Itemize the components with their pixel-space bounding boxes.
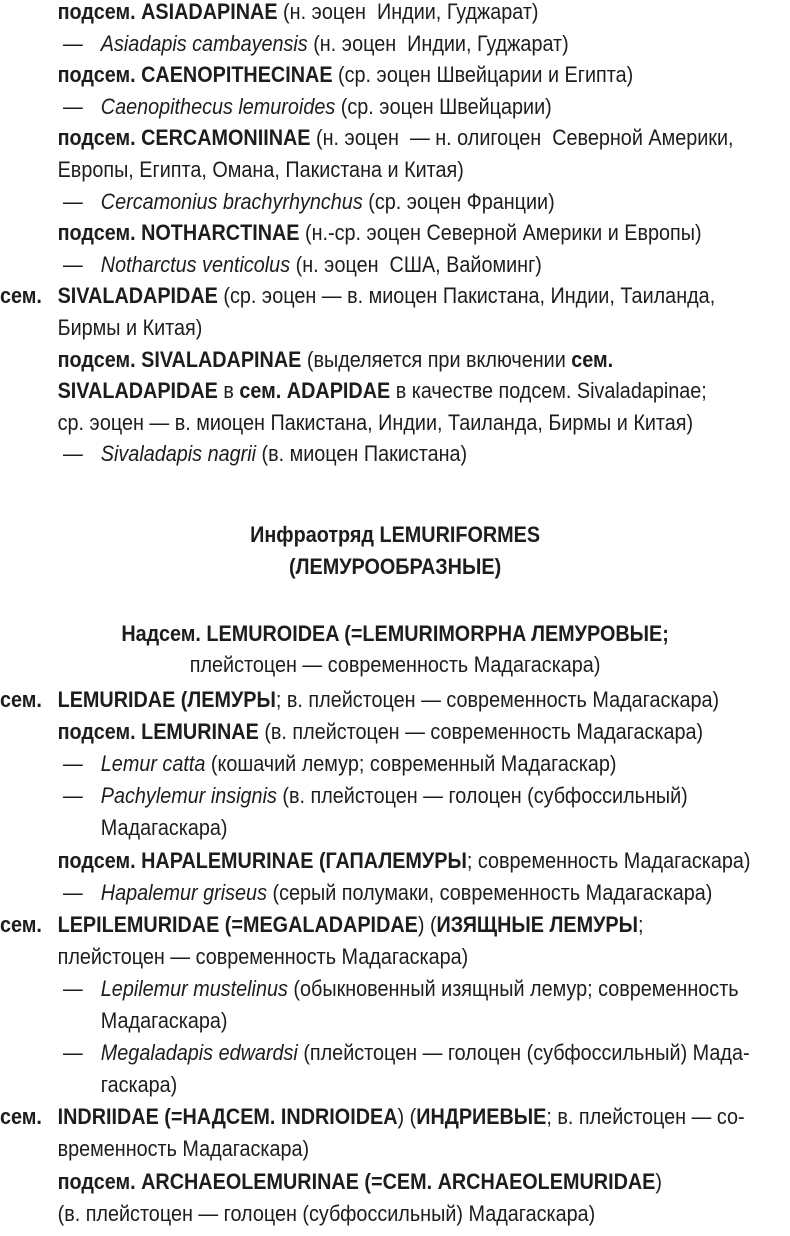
taxon-note: в качестве подсем. Sivaladapinae;: [390, 378, 707, 404]
taxon-range: Европы, Египта, Омана, Пакистана и Китая): [57, 157, 464, 182]
punctuation: ;: [638, 911, 644, 937]
taxon-range: временность Мадагаскара): [57, 1136, 310, 1162]
taxon-name: LEMURIDAE (ЛЕМУРЫ: [57, 687, 276, 712]
species-range: (кошачий лемур; современный Мадагаскар): [205, 751, 617, 777]
subfamily-notharctinae: [58, 217, 702, 249]
species-range: (в. миоцен Пакистана): [255, 441, 468, 467]
punctuation: ): [655, 1168, 662, 1194]
species-caenopithecus: [0, 91, 790, 123]
taxon-name: LEPILEMURIDAE (=MEGALADAPIDAE: [57, 911, 418, 937]
dash-bullet: —: [63, 751, 83, 777]
taxon-range: (н. эоцен — н. олигоцен Северной Америки,: [310, 125, 734, 151]
taxon-note: (выделяется при включении: [301, 346, 572, 372]
species-name: Pachylemur insignis: [100, 783, 277, 809]
taxon-range: (н. эоцен Индии, Гуджарат): [277, 0, 539, 24]
continuation-line: [58, 312, 203, 344]
subfamily-sivaladapinae: [58, 344, 614, 376]
taxon-name: подсем. LEMURINAE: [57, 719, 259, 745]
taxon-range: ср. эоцен — в. миоцен Пакистана, Индии, Таиланда, Бирмы и Китая): [57, 409, 694, 435]
taxon-name: SIVALADAPIDAE: [57, 283, 218, 309]
species-range: (плейстоцен — голоцен (субфоссильный) Мада-: [297, 1040, 750, 1066]
taxon-range: (в. плейстоцен — современность Мадагаскара): [258, 719, 704, 745]
dash-bullet: —: [63, 188, 83, 214]
taxon-range: (ср. эоцен Швейцарии и Египта): [332, 62, 634, 88]
taxon-range: ; в. плейстоцен — со-: [546, 1104, 745, 1130]
subfamily-cercamoniinae: [58, 122, 734, 154]
taxon-name: сем. ADAPIDAE: [239, 378, 391, 404]
species-name: Megaladapis edwardsi: [100, 1040, 298, 1066]
taxon-range: ; современность Мадагаскара): [466, 847, 751, 873]
species-lepilemur: [0, 973, 790, 1005]
dash-bullet: —: [63, 251, 83, 277]
family-indriidae: [0, 1101, 745, 1133]
subfamily-caenopithecinae: [58, 59, 634, 91]
subfamily-archaeolemurinae: [58, 1166, 662, 1198]
species-name: Lepilemur mustelinus: [100, 975, 288, 1001]
species-name: Caenopithecus lemuroides: [100, 93, 336, 119]
species-name: Sivaladapis nagrii: [100, 441, 256, 467]
continuation-line: [101, 1005, 228, 1037]
taxon-note: в: [217, 378, 240, 404]
taxon-name: подсем. CERCAMONIINAE: [57, 125, 311, 151]
species-range: (серый полумаки, современность Мадагаскара): [266, 879, 713, 905]
species-range: (обыкновенный изящный лемур; современность: [287, 975, 739, 1001]
species-range: (н. эоцен США, Вайоминг): [290, 251, 542, 277]
taxon-name: INDRIIDAE (=НАДСЕМ. INDRIOIDEA: [57, 1104, 398, 1130]
species-range: (ср. эоцен Швейцарии): [335, 93, 552, 119]
punctuation: ) (: [397, 1104, 417, 1130]
rank-label: сем.: [0, 687, 42, 712]
taxon-name: подсем. SIVALADAPINAE: [57, 346, 302, 372]
superfamily-range: плейстоцен — современность Мадагаскара): [189, 652, 601, 677]
infraorder-common-name: (ЛЕМУРООБРАЗНЫЕ): [289, 554, 502, 579]
family-sivaladapidae: [0, 280, 715, 312]
rank-label: сем.: [571, 346, 614, 372]
dash-bullet: —: [63, 975, 83, 1001]
species-name: Notharctus venticolus: [100, 251, 291, 277]
taxon-range: (н.-ср. эоцен Северной Америки и Европы): [299, 220, 702, 246]
infraorder-heading: Инфраотряд LEMURIFORMES: [250, 522, 541, 547]
species-range: (ср. эоцен Франции): [362, 188, 555, 214]
taxon-name: подсем. HAPALEMURINAE (ГАПАЛЕМУРЫ: [57, 847, 467, 873]
taxon-name: подсем. ARCHAEOLEMURINAE (=СЕМ. ARCHAEOLEMURIDAE: [57, 1168, 656, 1194]
continuation-line: [58, 154, 464, 186]
taxon-name: SIVALADAPIDAE: [57, 378, 218, 404]
species-range: Мадагаскара): [100, 1008, 228, 1033]
dash-bullet: —: [63, 30, 83, 56]
taxon-range: (в. плейстоцен — голоцен (субфоссильный) Мадагаскара): [57, 1200, 596, 1226]
species-asiadapis: [0, 28, 790, 60]
species-name: Cercamonius brachyrhynchus: [100, 188, 363, 214]
rank-label: сем.: [0, 1104, 42, 1130]
rank-label: сем.: [0, 911, 42, 937]
taxon-name: подсем. ASIADAPINAE: [57, 0, 278, 24]
species-name: Asiadapis cambayensis: [100, 30, 308, 56]
species-lemur-catta: [0, 748, 790, 780]
species-name: Lemur catta: [100, 751, 206, 777]
species-pachylemur: [0, 780, 790, 812]
dash-bullet: —: [63, 1040, 83, 1066]
taxon-range: (ср. эоцен — в. миоцен Пакистана, Индии, Таиланда,: [217, 283, 716, 309]
species-name: Hapalemur griseus: [100, 879, 267, 905]
subfamily-lemurinae: [58, 716, 703, 748]
common-name: ИЗЯЩНЫЕ ЛЕМУРЫ: [436, 911, 639, 937]
continuation-line: [58, 1133, 310, 1165]
rank-label: сем.: [0, 283, 42, 309]
species-range: (в. плейстоцен — голоцен (субфоссильный): [276, 783, 688, 809]
taxon-name: подсем. NOTHARCTINAE: [57, 220, 300, 246]
species-hapalemur: [0, 877, 790, 909]
subfamily-hapalemurinae: [58, 845, 751, 877]
taxon-range: Бирмы и Китая): [57, 315, 203, 340]
dash-bullet: —: [63, 441, 83, 467]
species-range: (н. эоцен Индии, Гуджарат): [307, 30, 569, 56]
continuation-line: [58, 941, 469, 973]
punctuation: ) (: [417, 911, 437, 937]
dash-bullet: —: [63, 783, 83, 809]
species-range: Мадагаскара): [100, 815, 228, 841]
species-sivaladapis: [0, 438, 790, 470]
common-name: ИНДРИЕВЫЕ: [416, 1104, 547, 1130]
species-notharctus: [0, 249, 790, 281]
dash-bullet: —: [63, 879, 83, 905]
species-megaladapis: [0, 1037, 790, 1069]
species-range: гаскара): [100, 1072, 178, 1098]
species-cercamonius: [0, 186, 790, 218]
subfamily-asiadapinae: [58, 0, 539, 28]
family-lepilemuridae: [0, 909, 644, 941]
family-lemuridae: [0, 684, 719, 716]
continuation-line: [101, 812, 228, 844]
continuation-line: [58, 1198, 596, 1230]
taxon-range: плейстоцен — современность Мадагаскара): [57, 943, 469, 969]
taxon-range: ; в. плейстоцен — современность Мадагаскара): [275, 687, 720, 712]
continuation-line: [58, 375, 707, 407]
dash-bullet: —: [63, 93, 83, 119]
continuation-line: [101, 1069, 177, 1101]
continuation-line: [58, 407, 693, 439]
taxon-name: подсем. CAENOPITHECINAE: [57, 62, 333, 88]
superfamily-heading: Надсем. LEMUROIDEA (=LEMURIMORPHA ЛЕМУРОВЫЕ;: [121, 621, 669, 646]
